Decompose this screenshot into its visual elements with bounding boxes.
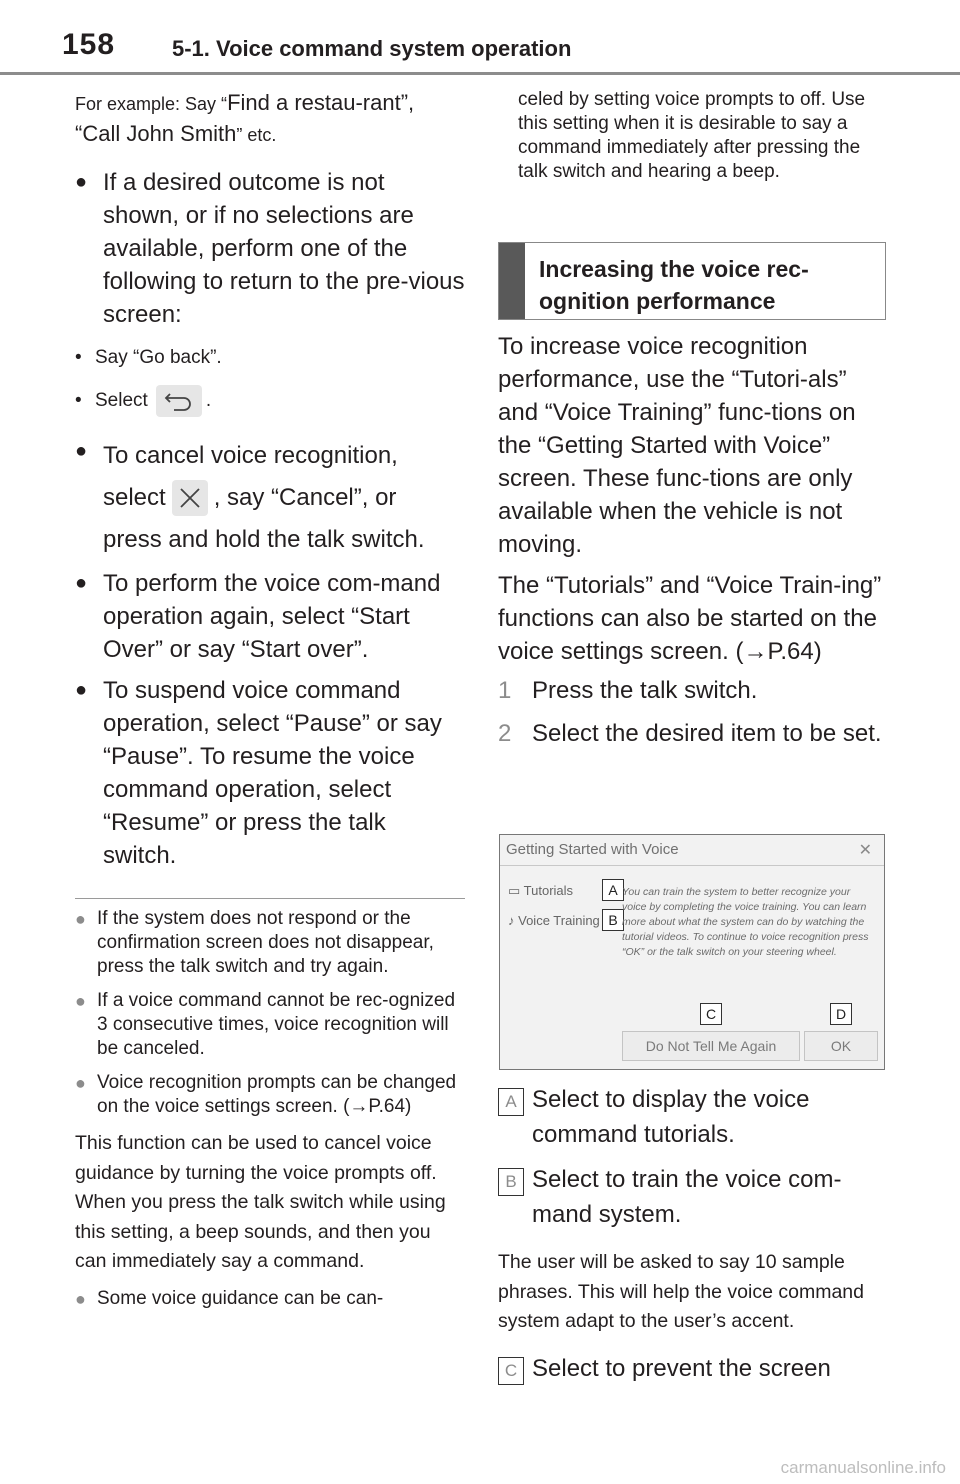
sub-bullet-say: • Say “Go back”. [75, 347, 222, 368]
bullet-icon: ● [75, 171, 88, 193]
item-a: A Select to display the voice command tutorials. [498, 1082, 888, 1152]
label-b: B [498, 1168, 524, 1196]
callout-a: A [602, 879, 624, 901]
do-not-tell-me-again-button[interactable]: Do Not Tell Me Again [622, 1031, 800, 1061]
note-prompts: ● Voice recognition prompts can be changed on the voice settings screen. (→P.64) [75, 1072, 457, 1117]
bullet-start-over: ● To perform the voice com-mand operation again, select “Start Over” or say “Start over”. [75, 567, 465, 666]
section-title: 5-1. Voice command system operation [172, 36, 572, 61]
note-canceled: ● If a voice command cannot be rec-ognized 3 consecutive times, voice recognition will be canceled. [75, 990, 456, 1059]
page-ref-link[interactable]: P.64) [368, 1096, 412, 1117]
arrow-right-icon: → [349, 1096, 369, 1117]
bullet-icon: ● [75, 572, 88, 594]
menu-item-voice-training[interactable]: ♪ Voice Training [508, 913, 600, 928]
item-b: B Select to train the voice com-mand system. [498, 1162, 888, 1232]
callout-b: B [602, 909, 624, 931]
section-heading: Increasing the voice rec-ognition performance [498, 242, 886, 320]
prompts-description: This function can be used to cancel voice guidance by turning the voice prompts off. When you press the talk switch while using this setting, a beep sounds, and then you can immediately say a command. [75, 1132, 446, 1272]
screen-paragraph: You can train the system to better recognize your voice by completing the voice training. You can learn more about what the system can do by watching the tutorial videos. To continue to voice recognition press “OK” or the talk switch on your steering wheel. [622, 886, 869, 958]
arrow-right-icon: → [743, 638, 768, 665]
screen-title: Getting Started with Voice [506, 841, 679, 858]
ok-button[interactable]: OK [804, 1031, 878, 1061]
example-text: For example: Say “Find a restau-rant”, “Call John Smith” etc. [75, 90, 415, 146]
bullet-go-back: ● If a desired outcome is not shown, or if no selections are available, perform one of the following to return to the pre-vious screen: [75, 166, 465, 331]
callout-d: D [830, 1003, 852, 1025]
page-ref-link[interactable]: P.64) [767, 638, 822, 665]
watermark: carmanualsonline.info [780, 1458, 946, 1477]
close-icon [172, 480, 208, 516]
bullet-icon: ● [75, 679, 88, 701]
note-bullet-icon: ● [75, 1288, 86, 1309]
label-a: A [498, 1088, 524, 1116]
left-column [75, 88, 465, 1311]
bullet-cancel: ● To cancel voice recognition, select , say “Cancel”, or press and hold the talk switch. [75, 435, 465, 561]
menu-item-tutorials[interactable]: ▭ Tutorials [508, 883, 574, 898]
item-c: C Select to prevent the screen [498, 1351, 888, 1386]
notes-divider [75, 898, 465, 899]
header-rule [0, 72, 960, 75]
step-2: 2 Select the desired item to be set. [498, 720, 882, 747]
book-icon: ▭ [508, 883, 524, 898]
screen-close-icon[interactable]: ✕ [858, 842, 872, 859]
continued-note: celed by setting voice prompts to off. Use this setting when it is desirable to say a command immediately after pressing the talk switch and hearing a beep. [518, 89, 866, 182]
note-bullet-icon: ● [75, 909, 86, 929]
right-column [498, 330, 888, 750]
voice-icon: ♪ [508, 913, 519, 928]
label-c: C [498, 1357, 524, 1385]
note-no-response: ● If the system does not respond or the confirmation screen does not disappear, press the talk switch and try again. [75, 908, 434, 977]
note-bullet-icon: ● [75, 991, 86, 1011]
note-guidance: ● Some voice guidance can be can- [75, 1287, 384, 1309]
bullet-pause: ● To suspend voice command operation, select “Pause” or say “Pause”. To resume the voice command operation, select “Resume” or press the talk switch. [75, 674, 465, 872]
intro-paragraph: To increase voice recognition performance, use the “Tutori-als” and “Voice Training” func-tions on the “Getting Started with Voice” screen. These func-tions are only available when the vehicle is not moving. [498, 333, 856, 558]
note-bullet-icon: ● [75, 1073, 86, 1093]
back-arrow-icon [156, 385, 202, 417]
callout-c: C [700, 1003, 722, 1025]
step-1: 1 Press the talk switch. [498, 677, 758, 704]
bullet-icon: ● [75, 440, 88, 462]
settings-paragraph: The “Tutorials” and “Voice Train-ing” functions can also be started on the voice settings screen. (→P.64) [498, 572, 882, 665]
getting-started-screen [499, 834, 885, 1070]
voice-training-note: The user will be asked to say 10 sample phrases. This will help the voice command system adapt to the user’s accent. [498, 1251, 864, 1332]
sub-bullet-select: • Select . [75, 385, 465, 417]
callout-descriptions [498, 1082, 888, 1386]
page-number: 158 [62, 28, 116, 61]
